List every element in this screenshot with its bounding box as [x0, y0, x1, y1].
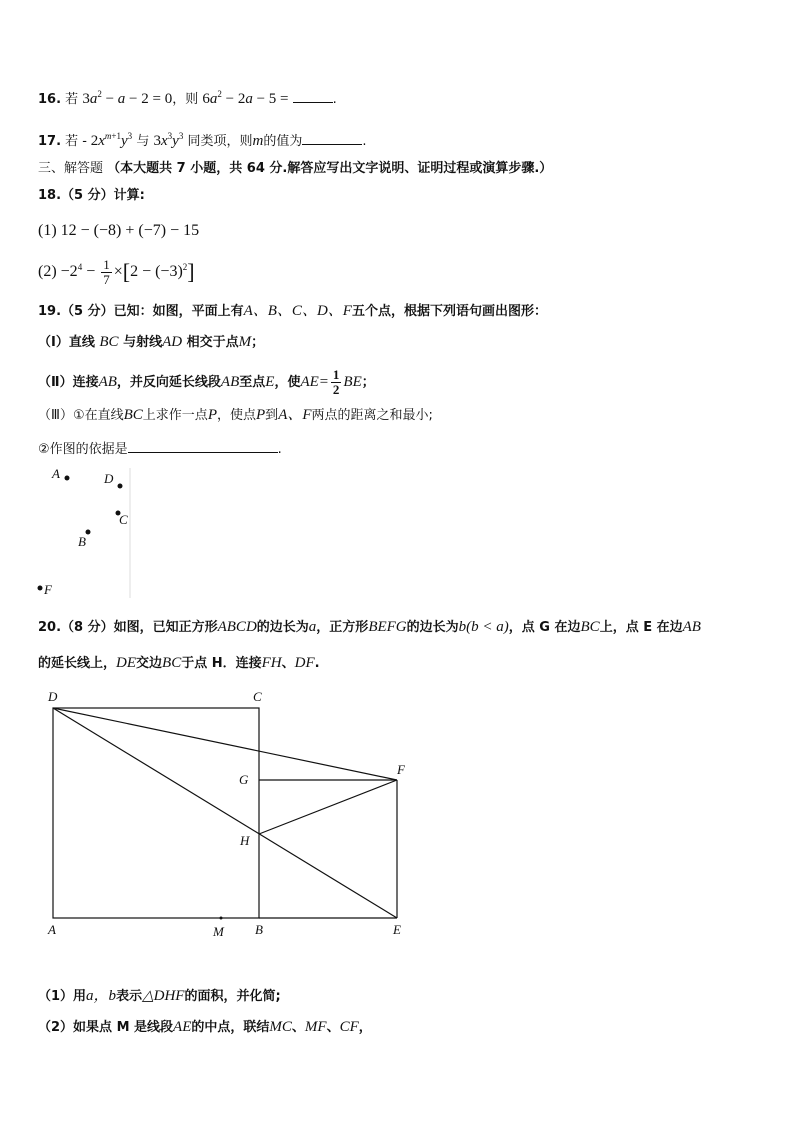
q18-part1: (1) 12 − (−8) + (−7) − 15 — [38, 222, 200, 239]
point-f — [38, 586, 43, 591]
square-abcd — [53, 708, 259, 918]
fraction-1-2: $\frac{1}{2}$ — [332, 367, 340, 397]
label-c: C — [253, 689, 262, 704]
point-a — [65, 476, 70, 481]
fraction-1-7: $\frac{1}{7}$ — [103, 257, 110, 287]
q19-part-ii: （Ⅱ）连接AB，并反向延长线段AB至点E，使AE= $\frac{1}{2}$ BE； — [38, 367, 375, 397]
label-e: E — [393, 922, 401, 937]
answer-blank — [128, 438, 278, 453]
q20-part-2: （2）如果点 M 是线段AE的中点，联结MC、MF、CF， — [38, 1019, 372, 1035]
label-b: B — [255, 922, 263, 937]
label-b: B — [78, 534, 86, 549]
label-a: A — [52, 466, 60, 481]
q20-line-1: 20.（8 分）如图，已知正方形ABCD的边长为a，正方形BEFG的边长为b(b < a)，点 G 在边BC上，点 E 在边AB — [38, 619, 701, 635]
q18-heading: 18.（5 分）计算: — [38, 188, 145, 203]
q19-part-iv: ②作图的依据是 . — [38, 438, 282, 459]
label-m: M — [213, 924, 224, 939]
answer-blank — [293, 88, 333, 103]
label-f: F — [397, 762, 405, 777]
segment-hf — [259, 780, 397, 834]
label-g: G — [239, 772, 249, 787]
q17-term-2: $3x^3y^3$ — [153, 131, 184, 149]
label-d: D — [48, 689, 58, 704]
q19-part-i: （Ⅰ）直线 BC 与射线AD 相交于点M； — [38, 334, 265, 350]
q17: 17. 若 - $2x^{m+1}y^3$ 与 $3x^3y^3$ 同类项，则m的值为 . — [38, 131, 367, 149]
q20-part-1: （1）用a，b表示△DHF的面积，并化简; — [38, 988, 281, 1004]
q19-point-figure — [30, 460, 140, 605]
segment-de — [53, 708, 397, 918]
point-m — [220, 917, 223, 920]
label-a: A — [48, 922, 56, 937]
q16: 16. 若 $3a^2 - a - 2 = 0$，则 $6a^2 - 2a - 5$ = . — [38, 89, 337, 107]
label-d: D — [104, 471, 114, 486]
q20-square-figure — [40, 685, 430, 945]
q16-equation-2: $6a^2 - 2a - 5$ = — [202, 89, 289, 107]
q16-equation-1: $3a^2 - a - 2 = 0$ — [82, 89, 173, 107]
q20-line-2: 的延长线上，DE交边BC于点 H．连接FH、DF. — [38, 655, 320, 671]
q19-heading: 19.（5 分）已知：如图，平面上有A、B、C、D、F五个点，根据下列语句画出图形： — [38, 303, 547, 319]
point-d — [118, 484, 123, 489]
q19-part-iii: （Ⅲ）①在直线BC上求作一点P，使点P到A、F两点的距离之和最小; — [38, 407, 433, 423]
answer-blank — [302, 130, 362, 145]
label-h: H — [240, 833, 250, 848]
point-b — [86, 530, 91, 535]
q17-term-1: $2x^{m+1}y^3$ — [87, 131, 133, 149]
segment-df — [53, 708, 397, 780]
label-f: F — [44, 582, 52, 597]
label-c: C — [119, 512, 128, 527]
section-heading: 三、解答题 （本大题共 7 小题，共 64 分.解答应写出文字说明、证明过程或演算步骤.） — [38, 161, 553, 176]
q18-part2: $(2) -2^4$ − $\frac{1}{7}$ $\times[2 - (-3)^2]$ — [38, 257, 195, 287]
